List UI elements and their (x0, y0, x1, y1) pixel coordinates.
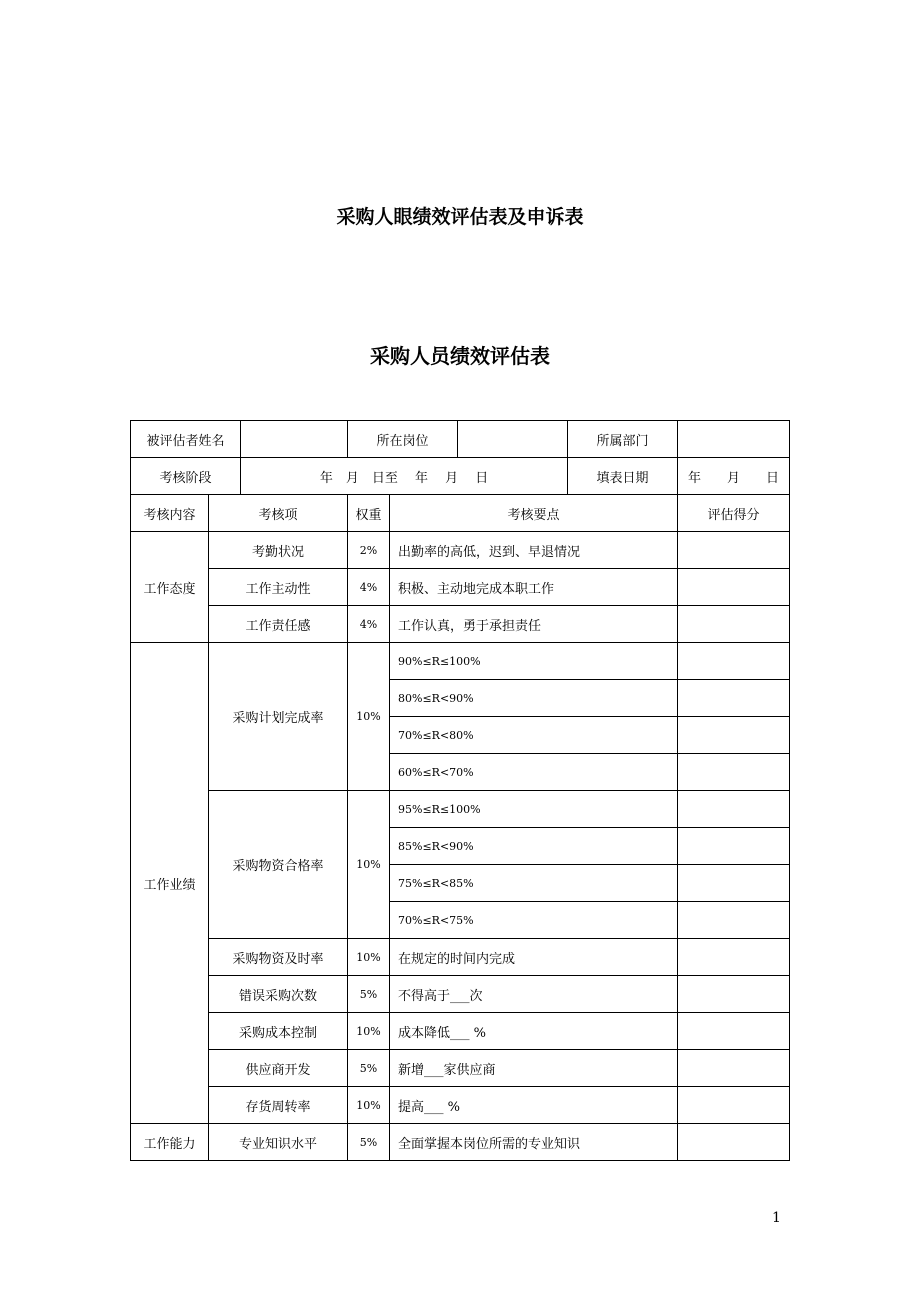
category-ability: 工作能力 (131, 1124, 209, 1161)
table-row (131, 1050, 790, 1087)
position-label: 所在岗位 (348, 421, 458, 458)
item-point: 60%≤R<70% (390, 754, 678, 791)
item-name: 采购物资合格率 (209, 791, 348, 939)
item-point: 在规定的时间内完成 (390, 939, 678, 976)
item-point: 成本降低___ % (390, 1013, 678, 1050)
item-point: 积极、主动地完成本职工作 (390, 569, 678, 606)
score-cell[interactable] (678, 569, 790, 606)
header-row-period (131, 458, 790, 495)
item-name: 工作责任感 (209, 606, 348, 643)
name-field[interactable] (241, 421, 348, 458)
score-cell[interactable] (678, 939, 790, 976)
category-attitude: 工作态度 (131, 532, 209, 643)
score-cell[interactable] (678, 1050, 790, 1087)
column-header-score: 评估得分 (678, 495, 790, 532)
score-cell[interactable] (678, 828, 790, 865)
table-row (131, 791, 790, 828)
table-row (131, 532, 790, 569)
score-cell[interactable] (678, 643, 790, 680)
table-row (131, 1124, 790, 1161)
dept-field[interactable] (678, 421, 790, 458)
fill-date-label: 填表日期 (568, 458, 678, 495)
position-field[interactable] (458, 421, 568, 458)
table-row (131, 643, 790, 680)
table-row (131, 1013, 790, 1050)
item-weight: 2% (348, 532, 390, 569)
item-point: 85%≤R<90% (390, 828, 678, 865)
document-title: 采购人眼绩效评估表及申诉表 (336, 206, 584, 228)
column-header-points: 考核要点 (390, 495, 678, 532)
item-name: 采购物资及时率 (209, 939, 348, 976)
score-cell[interactable] (678, 680, 790, 717)
item-name: 工作主动性 (209, 569, 348, 606)
table-row (131, 1087, 790, 1124)
item-weight: 10% (348, 791, 390, 939)
item-point: 75%≤R<85% (390, 865, 678, 902)
item-name: 采购成本控制 (209, 1013, 348, 1050)
category-performance: 工作业绩 (131, 643, 209, 1124)
score-cell[interactable] (678, 1087, 790, 1124)
table-row (131, 939, 790, 976)
item-name: 错误采购次数 (209, 976, 348, 1013)
item-weight: 10% (348, 1087, 390, 1124)
item-point: 工作认真，勇于承担责任 (390, 606, 678, 643)
item-point: 90%≤R≤100% (390, 643, 678, 680)
period-field[interactable]: 年 月 日至 年 月 日 (241, 458, 568, 495)
item-point: 95%≤R≤100% (390, 791, 678, 828)
item-weight: 10% (348, 643, 390, 791)
item-name: 专业知识水平 (209, 1124, 348, 1161)
score-cell[interactable] (678, 754, 790, 791)
item-point: 全面掌握本岗位所需的专业知识 (390, 1124, 678, 1161)
item-weight: 4% (348, 569, 390, 606)
item-weight: 5% (348, 1124, 390, 1161)
item-weight: 5% (348, 1050, 390, 1087)
table-row (131, 569, 790, 606)
score-cell[interactable] (678, 717, 790, 754)
dept-label: 所属部门 (568, 421, 678, 458)
item-point: 新增___家供应商 (390, 1050, 678, 1087)
item-weight: 5% (348, 976, 390, 1013)
score-cell[interactable] (678, 976, 790, 1013)
page-number: 1 (772, 1210, 781, 1226)
item-name: 采购计划完成率 (209, 643, 348, 791)
evaluation-table (130, 420, 790, 1161)
item-point: 70%≤R<80% (390, 717, 678, 754)
score-cell[interactable] (678, 865, 790, 902)
score-cell[interactable] (678, 902, 790, 939)
item-name: 存货周转率 (209, 1087, 348, 1124)
item-name: 考勤状况 (209, 532, 348, 569)
score-cell[interactable] (678, 606, 790, 643)
column-header-item: 考核项 (209, 495, 348, 532)
item-weight: 4% (348, 606, 390, 643)
item-point: 提高___ % (390, 1087, 678, 1124)
column-header-content: 考核内容 (131, 495, 209, 532)
item-point: 出勤率的高低，迟到、早退情况 (390, 532, 678, 569)
score-cell[interactable] (678, 1124, 790, 1161)
period-label: 考核阶段 (131, 458, 241, 495)
fill-date-field[interactable]: 年 月 日 (678, 458, 790, 495)
form-title: 采购人员绩效评估表 (370, 344, 550, 368)
score-cell[interactable] (678, 791, 790, 828)
item-point: 不得高于___次 (390, 976, 678, 1013)
item-point: 80%≤R<90% (390, 680, 678, 717)
header-row-name (131, 421, 790, 458)
item-point: 70%≤R<75% (390, 902, 678, 939)
score-cell[interactable] (678, 1013, 790, 1050)
item-name: 供应商开发 (209, 1050, 348, 1087)
name-label: 被评估者姓名 (131, 421, 241, 458)
column-header-weight: 权重 (348, 495, 390, 532)
table-row (131, 976, 790, 1013)
score-cell[interactable] (678, 532, 790, 569)
item-weight: 10% (348, 939, 390, 976)
column-header-row (131, 495, 790, 532)
item-weight: 10% (348, 1013, 390, 1050)
table-row (131, 606, 790, 643)
